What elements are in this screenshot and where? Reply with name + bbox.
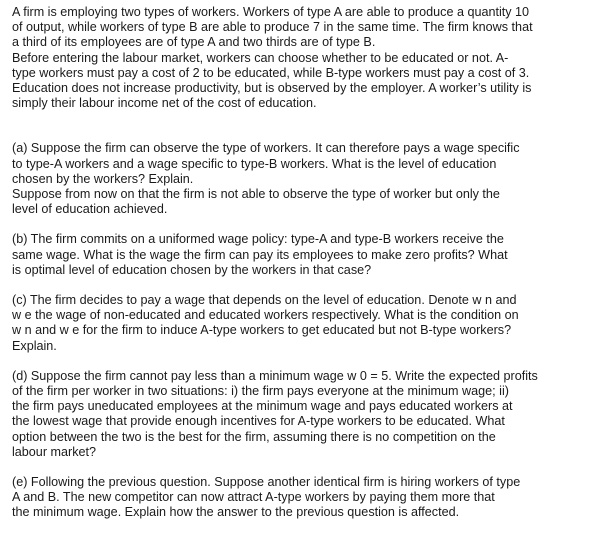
question-d (12, 369, 596, 460)
question-e (12, 475, 596, 521)
question-c-line: (c) The firm decides to pay a wage that depends on the level of education. Denote w n and (12, 293, 517, 308)
question-a (12, 141, 596, 217)
question-b-line: is optimal level of education chosen by the workers in that case? (12, 262, 372, 277)
intro-paragraph (12, 5, 596, 111)
question-a-line: Suppose from now on that the firm is not able to observe the type of worker but only the (12, 187, 500, 202)
question-e-line: the minimum wage. Explain how the answer to the previous question is affected. (12, 505, 460, 520)
question-b (12, 232, 596, 278)
question-c-line: w e the wage of non-educated and educated workers respectively. What is the condition on (12, 308, 519, 323)
intro-line: of output, while workers of type B are able to produce 7 in the same time. The firm knows that (12, 20, 533, 35)
intro-line: simply their labour income net of the cost of education. (12, 96, 317, 111)
intro-line: Education does not increase productivity, but is observed by the employer. A worker’s utility is (12, 81, 532, 96)
intro-line: A firm is employing two types of workers. Workers of type A are able to produce a quantity 10 (12, 5, 530, 19)
question-d-line: the firm pays uneducated employees at the minimum wage and pays educated workers at (12, 399, 513, 414)
question-d-line: the lowest wage that provide enough incentives for A-type workers to be educated. What (12, 414, 505, 429)
question-a-line: to type-A workers and a wage specific to type-B workers. What is the level of education (12, 156, 497, 171)
question-a-line: level of education achieved. (12, 202, 168, 217)
question-b-line: same wage. What is the wage the firm can pay its employees to make zero profits? What (12, 247, 508, 262)
question-c-line: Explain. (12, 338, 57, 353)
question-a-line: chosen by the workers? Explain. (12, 171, 194, 186)
intro-line: Before entering the labour market, workers can choose whether to be educated or not. A- (12, 50, 509, 65)
question-e-line: (e) Following the previous question. Suppose another identical firm is hiring workers of type (12, 475, 521, 490)
question-c-line: w n and w e for the firm to induce A-type workers to get educated but not B-type workers? (12, 323, 512, 338)
question-e-line: A and B. The new competitor can now attract A-type workers by paying them more that (12, 490, 495, 505)
question-a-line: (a) Suppose the firm can observe the type of workers. It can therefore pays a wage specific (12, 141, 520, 156)
question-d-line: option between the two is the best for the firm, assuming there is no competition on the (12, 429, 496, 444)
intro-line: a third of its employees are of type A and two thirds are of type B. (12, 35, 376, 50)
question-b-line: (b) The firm commits on a uniformed wage policy: type-A and type-B workers receive the (12, 232, 504, 247)
question-c (12, 293, 596, 354)
question-d-line: labour market? (12, 444, 96, 459)
question-d-line: of the firm per worker in two situations: i) the firm pays everyone at the minimum wage; ii) (12, 384, 509, 399)
problem-document (12, 5, 596, 521)
question-d-line: (d) Suppose the firm cannot pay less than a minimum wage w 0 = 5. Write the expected profits (12, 368, 538, 383)
intro-line: type workers must pay a cost of 2 to be educated, while B-type workers must pay a cost of 3. (12, 65, 530, 80)
